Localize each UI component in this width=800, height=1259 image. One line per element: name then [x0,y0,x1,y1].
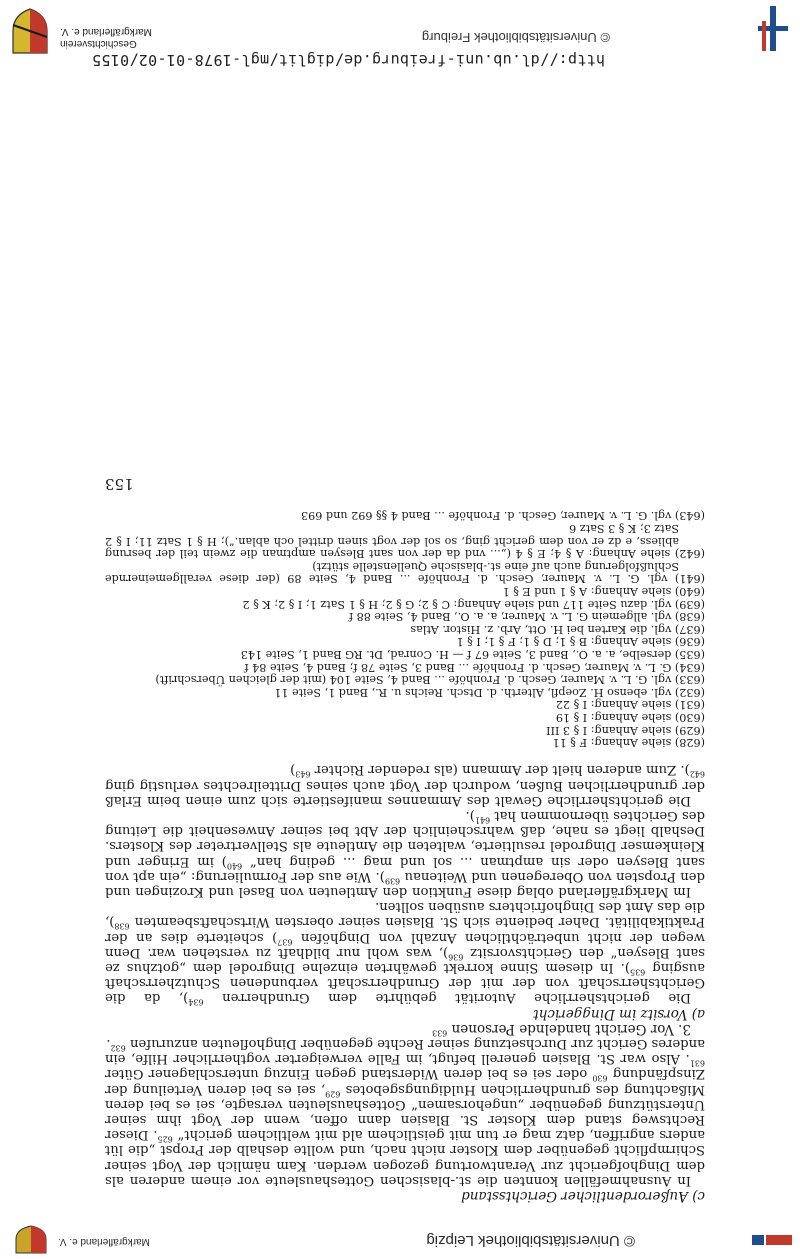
footnote-ref[interactable]: 635 [630,967,646,977]
text-run: ). Wie aus der Formulierung: „ein apt von sant Blesyen oder sin amptman ... sol und mag ... geding han“ [105,853,705,884]
text-run: ). Zum anderen hielt der Ammann (als redender Richter [310,762,690,778]
footnote-ref[interactable]: 632 [110,1043,126,1053]
society-name [60,25,152,49]
footnote-item: (637) vgl. die Karten bei H. Ott, Arb. z. Histor. Atlas [410,622,705,636]
footnote-ref[interactable]: 643 [295,769,311,779]
society-line: Geschichtsverein [60,38,137,49]
footnote-item: (642) siehe Anhang: A § 4; E § 4 („... vnd da der von sant Blesyen amptman die zwein teil der besrung abliess, e dz er von dem gericht ging, so sol der vogt sinen drittel och ablan.“); H § 1 Satz 11; I § 2 Satz 3; K § 3 Satz 6 [105,522,705,561]
text-run: . [106,1035,111,1051]
footnote-ref[interactable]: 630 [592,1073,608,1083]
footnote-item: (634) G. L. v. Maurer, Gesch. d. Fronhöfe ... Band 3, Seite 78 f; Band 4, Seite 84 f [244,660,705,674]
footnote-ref[interactable]: 642 [689,769,705,779]
footnote-item: (641) vgl. G. L. v. Maurer, Gesch. d. Fronhöfe ... Band 4, Seite 89 (der diese verallgemeinernde Schlußfolgerung auch auf eine st.-blasische Quellenstelle stützt) [105,559,705,586]
footnote-ref[interactable]: 639 [384,876,401,886]
society-crest-icon [10,7,50,55]
footnote-item: (629) siehe Anhang: I § 3 III [546,723,705,737]
text-run: Die gerichtsherrliche Autorität gebührte dem Grundherren [203,990,691,1006]
text-run: In Ausnahmefällen konnten die st.-blasischen Gotteshausleute vor einem anderen als dem Dinghofgericht zur Verantwortung gezogen werden. Kam nämlich der Vogt seiner Schirmpflicht gegenüber dem Kloster nicht nach, und wollte deshalb der Propst „die lüt anders angriffen, datz mag er tun mit geistlichem ald mit weltlichem gericht“ [105,1127,705,1188]
section-heading-a: a) Vorsitz im Dinggericht [533,1005,705,1022]
permalink-url[interactable]: http://dl.ub.uni-freiburg.de/diglit/mgl-1978-01-02/0155 [91,51,605,69]
paragraph-extraordinary-jurisdiction [105,1036,705,1188]
footnote-item: (638) vgl. allgemein G. L. v. Maurer, a. a. O., Band 4, Seite 88 f [348,610,705,624]
text-run: ). [465,807,475,823]
footnote-item: (640) siehe Anhang: A § 1 und E § 1 [502,584,705,598]
section-heading-c: c) Außerordentlicher Gerichtsstand [461,1188,705,1204]
footnote-ref[interactable]: 625 [157,1134,173,1144]
footnote-item: (633) vgl. G. L. v. Maurer, Gesch. d. Fronhöfe ... Band 4, Seite 104 (mit der gleichen Überschrift) [155,673,705,687]
text-run: , sei es bei deren Verteilung der Zinspfändung [105,1066,705,1097]
text-run: ), da die Gerichtsherrschaft von der mit der Grundherrschaft verbundenen Schutzherrschaft ausging [105,959,705,1006]
footnote-ref[interactable]: 633 [432,1028,448,1038]
footnote-item: (635) derselbe, a. a. O., Band 3, Seite 67 f — H. Conrad, Dt. RG Band 1, Seite 143 [240,647,705,661]
text-run: . Also war St. Blasien generell befugt, im Falle verweigerter vogtherrlicher Hilfe, ein anderes Gericht zur Durchsetzung seiner Rechte gegenüber Dinghofleuten anzurufen [105,1035,705,1067]
text-run: ) scheiterte dies an der Praktikabilität. Daher bediente sich St. Blasien seiner obersten Wirtschaftsbeamten [105,914,705,945]
text-run: ) im Eringer und Kleinkemser Dingrodel resultierte, walteten die Amtleute als Stellvertreter des Klosters. Deshalb liegt es nahe, daß wahrscheinlich der Abt bei seiner Anwesenheit die Leitung des Gerichtes übernommen hat [105,807,705,869]
footnote-item: (632) vgl. ebenso H. Zoepfl, Alterth. d. Dtsch. Reichs u. R., Band 1, Seite 11 [274,685,705,699]
footnote-item: (631) siehe Anhang: I § 22 [555,698,705,712]
text-run: Im Markgräflerland oblag diese Funktion den Amtleuten von Basel und Krozingen und den Propsten von Oberegenen und Weitenau [105,868,705,899]
text-run: oder sei es bei deren Widerstand gegen Einzug unterschlagener Güter [105,1066,593,1082]
library-logo-icon [750,6,790,51]
footnote-ref[interactable]: 636 [448,952,464,962]
bottom-copyright-text: © Universitätsbibliothek Freiburg [421,30,610,45]
footnote-item: (639) vgl. dazu Seite 117 und siehe Anhang: C § 2; G § 2; H § 1 Satz 1; I § 2; K § 2 [242,597,705,611]
top-copyright-text: © Universitätsbibliothek Leipzig [426,1232,635,1249]
footnote-ref[interactable]: 629 [325,1088,341,1098]
society-line: Markgräflerland e. V. [60,26,152,37]
text-run: ), die das Amt des Dinghofrichters ausüben sollten. [105,899,705,930]
footnote-ref[interactable]: 641 [474,815,491,825]
paragraph-ammann-power [105,762,705,808]
footnote-ref[interactable]: 638 [114,921,130,931]
society-crest-icon [12,1225,50,1255]
footnote-ref[interactable]: 637 [277,936,293,946]
footnote-item: (630) siehe Anhang: I § 19 [555,710,705,724]
bottom-footer-bar [0,0,800,79]
text-run: ), was wohl nur bildhaft zu verstehen war. Denn wegen der nicht unbeträchtlichen Anzahl von Dinghöfen [105,929,705,960]
footnote-item: (628) siehe Anhang: F § 11 [552,736,705,750]
paragraph-markgraeflerland [105,808,705,899]
top-header-bar [0,1219,800,1259]
footnote-ref[interactable]: 640 [226,860,243,870]
document-body [105,476,705,1203]
text-run: ). In diesem Sinne korrekt gewährten einzelne Dingrodel dem „gotzhus ze sant Blesyen“ den Gerichtsvorsitz [105,944,705,975]
text-run: ) [290,762,296,778]
footnote-ref[interactable]: 631 [689,1058,705,1068]
text-run: . Dieser Rechtsweg stand dem Kloster St. Blasien dann offen, wenn der Vogt ihm seiner Unterstützung gegenüber „ungehorsamen“ Gotteshausleuten versagte, sei es bei deren Mißachtung des grundherrlichen Huldigungsgebotes [105,1081,705,1143]
footnote-ref[interactable]: 634 [188,997,204,1007]
section-heading-3 [105,1021,705,1036]
library-logo-icon [752,1233,792,1247]
page-number: 153 [105,474,134,493]
text-run: Die gerichtsherrliche Gewalt des Ammannes manifestierte sich zum einen beim Erlaß der grundherrlichen Bußen, wodurch der Vogt auch seines Dritteilrechtes verlustig ging [105,777,705,808]
footnote-list [105,509,705,748]
top-society-text: Markgräflerland e. V. [58,1236,150,1247]
footnote-item: (643) vgl. G. L. v. Maurer, Gesch. d. Fronhöfe ... Band 4 §§ 692 und 693 [301,509,705,523]
footnote-item: (636) siehe Anhang: B § 1; D § 1; F § 1; I § 1 [456,635,705,649]
paragraph-court-authority [105,899,705,1005]
heading-text: 3. Vor Gericht handelnde Personen [447,1020,691,1037]
